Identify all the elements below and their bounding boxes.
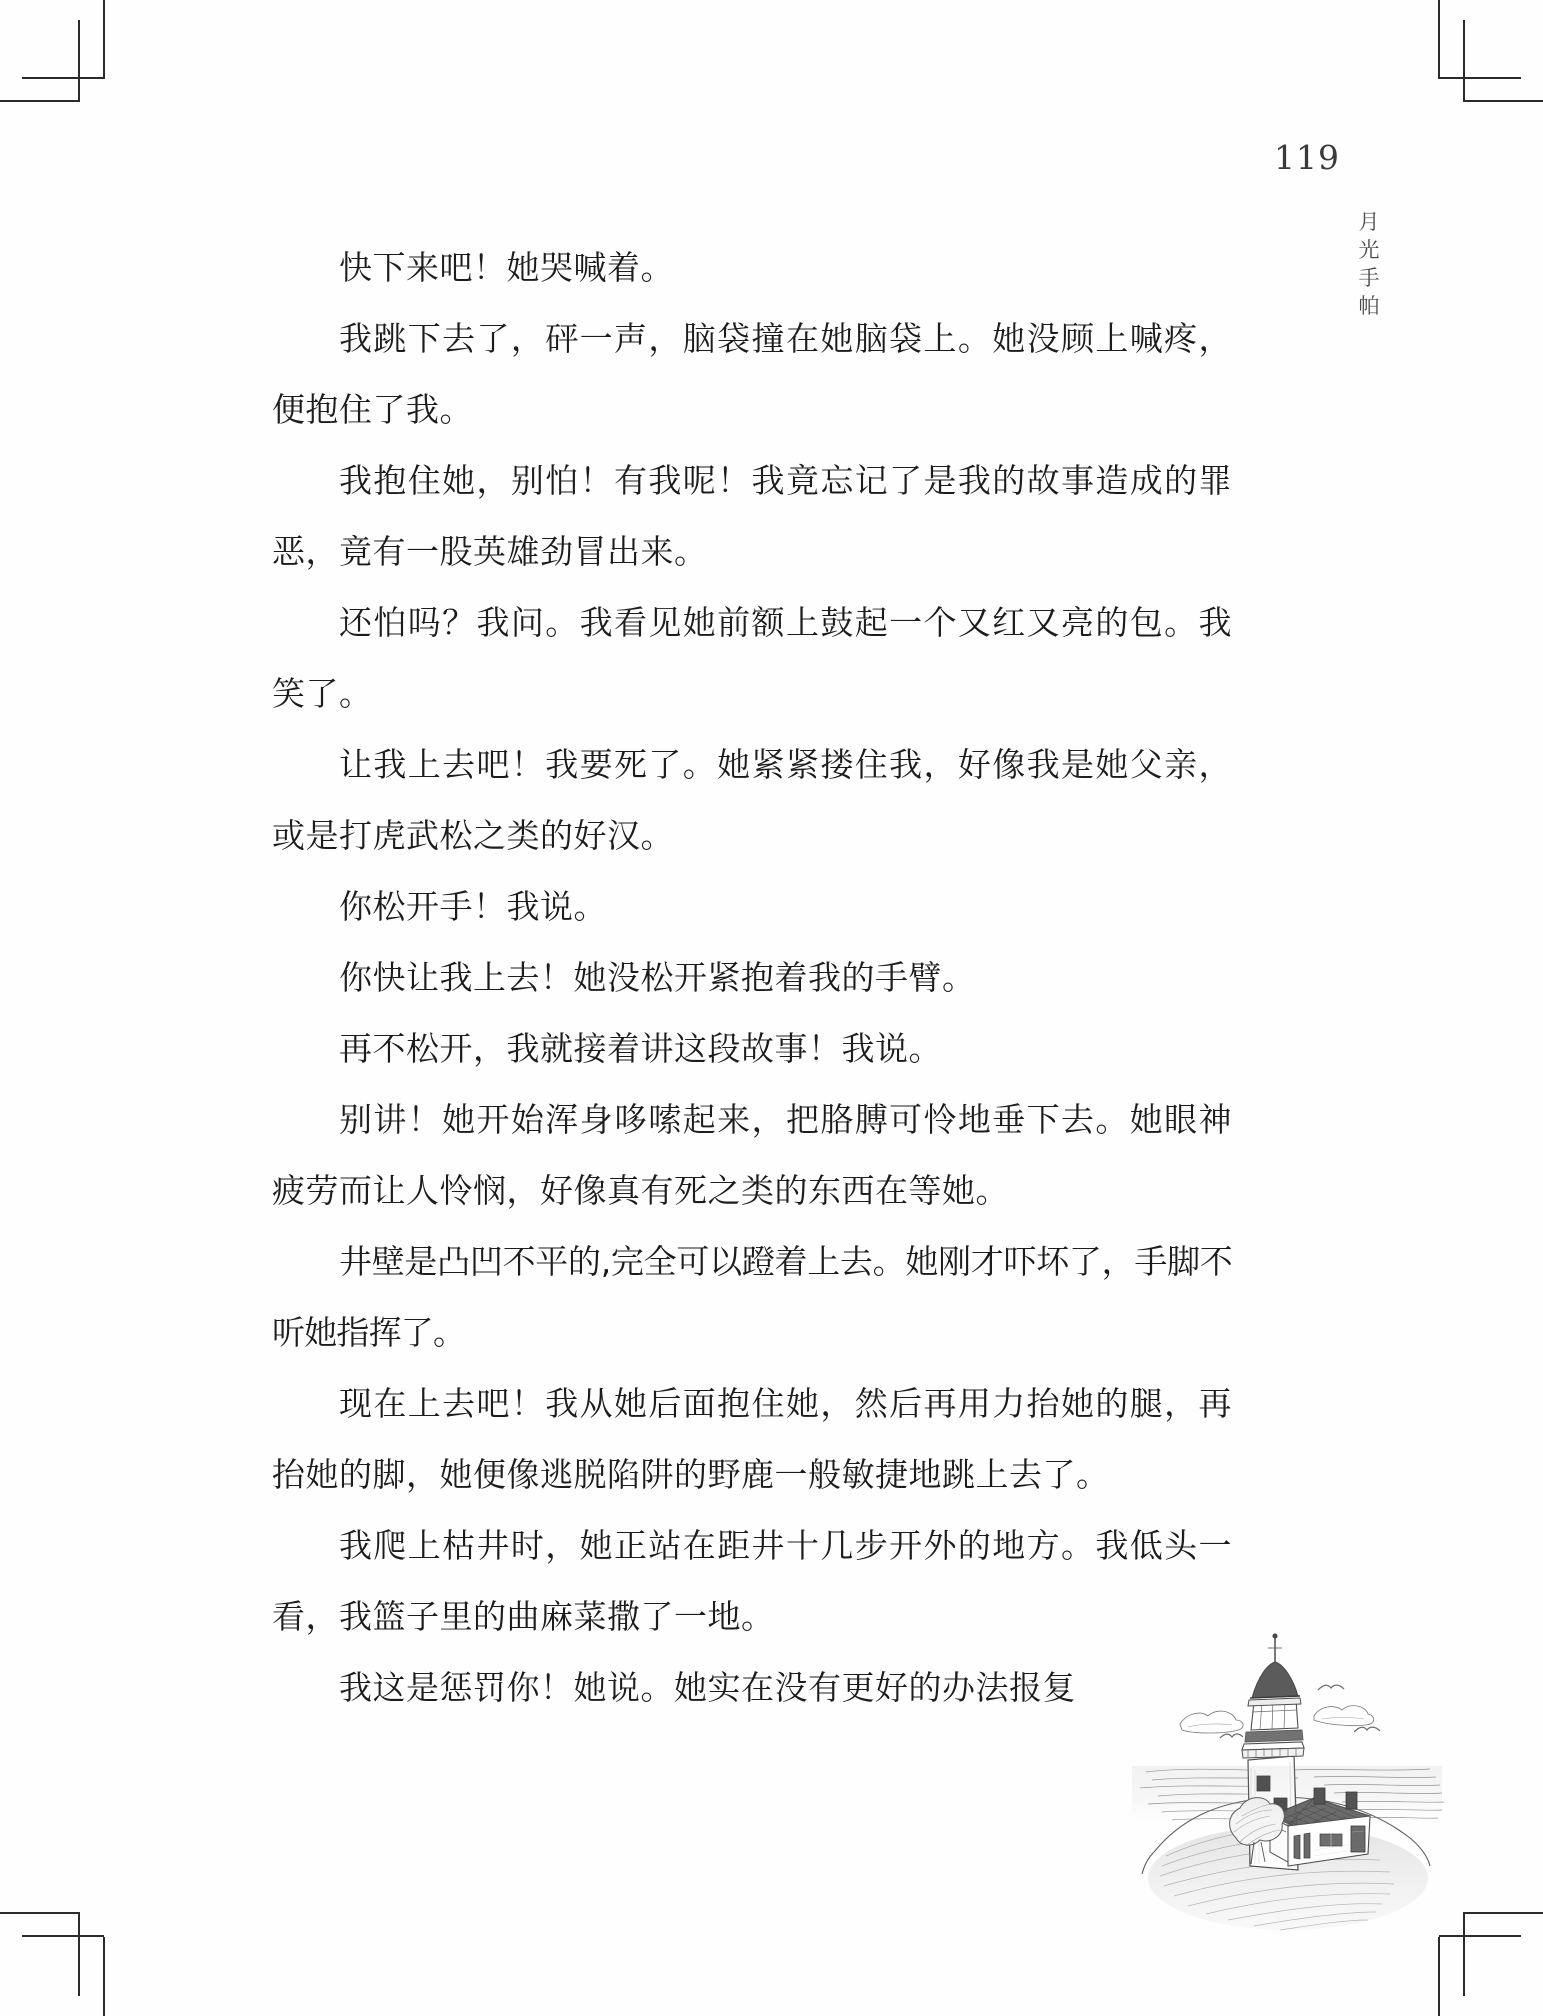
paragraph: 快下来吧！她哭喊着。	[339, 248, 674, 287]
crop-mark-bottom-left	[0, 1856, 160, 2016]
paragraph: 井壁是凸凹不平的,完全可以蹬着上去。她刚才吓坏了，手脚不听她指挥了。	[272, 1242, 1232, 1352]
paragraph: 还怕吗？我问。我看见她前额上鼓起一个又红又亮的包。我笑了。	[272, 603, 1232, 713]
running-head-char-2: 光	[1358, 238, 1380, 262]
running-head	[1352, 208, 1386, 320]
running-head-char-3: 手	[1358, 266, 1380, 290]
crop-mark-top-right	[1363, 0, 1543, 160]
paragraph: 再不松开，我就接着讲这段故事！我说。	[339, 1029, 942, 1068]
crop-mark-top-left	[0, 0, 160, 160]
paragraph: 现在上去吧！我从她后面抱住她，然后再用力抬她的腿，再抬她的脚，她便像逃脱陷阱的野鹿一般敏捷地跳上去了。	[272, 1384, 1232, 1494]
paragraph: 我跳下去了，砰一声，脑袋撞在她脑袋上。她没顾上喊疼，便抱住了我。	[272, 319, 1232, 429]
paragraph: 你松开手！我说。	[339, 887, 607, 926]
paragraph: 让我上去吧！我要死了。她紧紧搂住我，好像我是她父亲，或是打虎武松之类的好汉。	[272, 745, 1232, 855]
page-number: 119	[1274, 138, 1340, 177]
paragraph: 我抱住她，别怕！有我呢！我竟忘记了是我的故事造成的罪恶，竟有一股英雄劲冒出来。	[272, 461, 1232, 571]
paragraph: 我这是惩罚你！她说。她实在没有更好的办法报复	[339, 1668, 1076, 1707]
paragraph: 我爬上枯井时，她正站在距井十几步开外的地方。我低头一看，我篮子里的曲麻菜撒了一地。	[272, 1526, 1232, 1636]
paragraph: 你快让我上去！她没松开紧抱着我的手臂。	[339, 958, 976, 997]
running-head-char-1: 月	[1358, 210, 1380, 234]
running-head-char-4: 帕	[1358, 294, 1380, 318]
body-text	[272, 232, 1232, 1723]
crop-mark-bottom-right	[1363, 1856, 1543, 2016]
paragraph: 别讲！她开始浑身哆嗦起来，把胳膊可怜地垂下去。她眼神疲劳而让人怜悯，好像真有死之类的东西在等她。	[272, 1100, 1232, 1210]
